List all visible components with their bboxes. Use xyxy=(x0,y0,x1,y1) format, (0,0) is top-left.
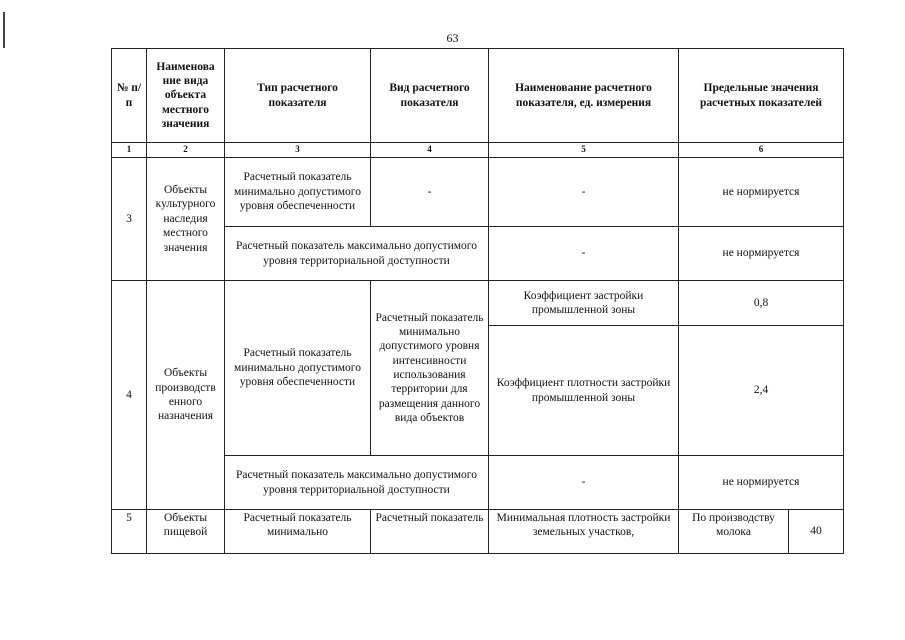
table-row xyxy=(112,281,844,326)
header-indicator-type: Тип расчетного показателя xyxy=(225,49,371,143)
column-number: 3 xyxy=(225,143,371,158)
row-5-value: 40 xyxy=(789,510,844,554)
column-number: 6 xyxy=(679,143,844,158)
table-header-row xyxy=(112,49,844,143)
row-5-num: 5 xyxy=(112,510,147,554)
row-4-type-min: Расчетный показатель минимально допустимого уровня обеспеченности xyxy=(225,281,371,456)
row-3-name-max: - xyxy=(489,227,679,281)
column-number: 1 xyxy=(112,143,147,158)
column-number: 4 xyxy=(371,143,489,158)
row-3-type-min: Расчетный показатель минимально допустимого уровня обеспеченности xyxy=(225,158,371,227)
header-limit-values: Предельные значения расчетных показателей xyxy=(679,49,844,143)
row-3-num: 3 xyxy=(112,158,147,281)
row-4-value-max: не нормируется xyxy=(679,456,844,510)
row-3-name-min: - xyxy=(489,158,679,227)
table-row xyxy=(112,510,844,554)
row-4-value-1: 0,8 xyxy=(679,281,844,326)
header-indicator-name: Наименование расчетного показателя, ед. измерения xyxy=(489,49,679,143)
column-number-row xyxy=(112,143,844,158)
indicators-table xyxy=(111,48,844,554)
row-3-object: Объекты культурного наследия местного значения xyxy=(147,158,225,281)
page-number: 63 xyxy=(446,31,459,45)
row-5-value-label: По производству молока xyxy=(679,510,789,554)
column-number: 2 xyxy=(147,143,225,158)
row-5-type: Расчетный показатель минимально xyxy=(225,510,371,554)
row-3-value-max: не нормируется xyxy=(679,227,844,281)
row-4-kind-min: Расчетный показатель минимально допустимого уровня интенсивности использования территории для размещения данного вида объектов xyxy=(371,281,489,456)
table-row xyxy=(112,158,844,227)
row-4-name-max: - xyxy=(489,456,679,510)
row-3-value-min: не нормируется xyxy=(679,158,844,227)
row-4-num: 4 xyxy=(112,281,147,510)
row-5-object: Объекты пищевой xyxy=(147,510,225,554)
header-object-type: Наименова ние вида объекта местного значения xyxy=(147,49,225,143)
column-number: 5 xyxy=(489,143,679,158)
header-indicator-kind: Вид расчетного показателя xyxy=(371,49,489,143)
row-4-name-2: Коэффициент плотности застройки промышленной зоны xyxy=(489,326,679,456)
row-4-value-2: 2,4 xyxy=(679,326,844,456)
row-5-name: Минимальная плотность застройки земельных участков, xyxy=(489,510,679,554)
row-4-object: Объекты производств енного назначения xyxy=(147,281,225,510)
row-3-kind-min: - xyxy=(371,158,489,227)
row-4-name-1: Коэффициент застройки промышленной зоны xyxy=(489,281,679,326)
row-3-type-max: Расчетный показатель максимально допустимого уровня территориальной доступности xyxy=(225,227,489,281)
row-5-kind: Расчетный показатель xyxy=(371,510,489,554)
header-num: № п/п xyxy=(112,49,147,143)
row-4-type-max: Расчетный показатель максимально допустимого уровня территориальной доступности xyxy=(225,456,489,510)
